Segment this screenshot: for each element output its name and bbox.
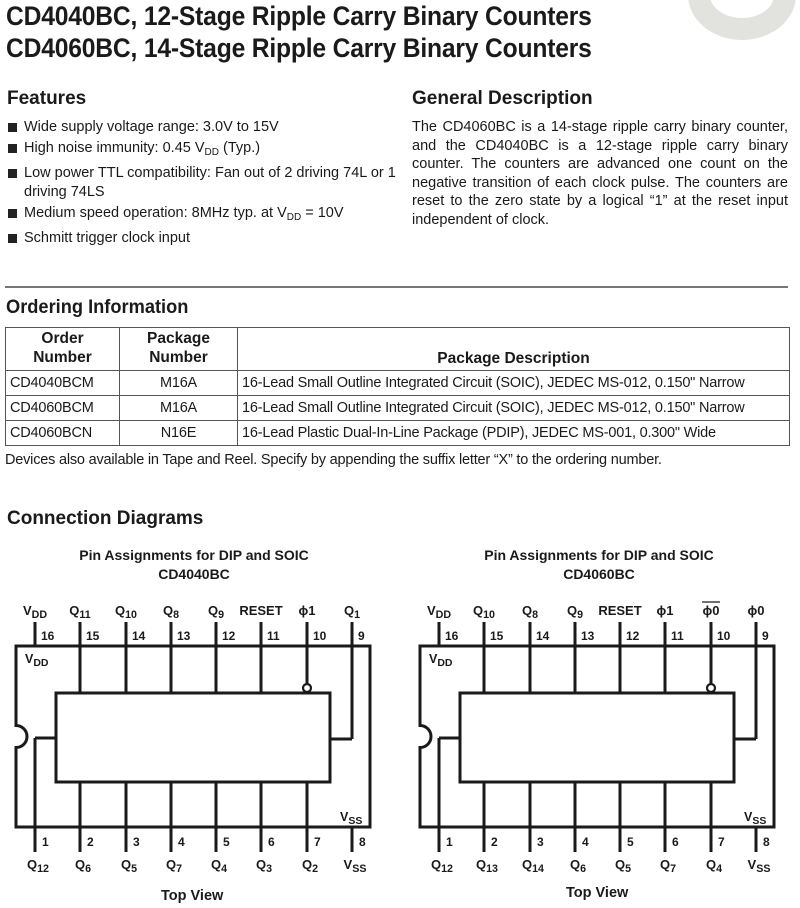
pin-label: $Q_9$ <box>566 603 584 621</box>
table-row <box>6 371 790 396</box>
pin-number: 15 <box>490 629 504 643</box>
pin-label: $Q_{11}$ <box>69 603 91 621</box>
pin-label: $V_{DD}$ <box>426 603 452 621</box>
pin-number: 3 <box>133 835 140 849</box>
logo-watermark <box>688 0 796 40</box>
page-title-line1: CD4040BC, 12-Stage Ripple Carry Binary Counters <box>6 1 592 31</box>
pin-number: 6 <box>268 835 275 849</box>
pin-label: ϕ1 <box>656 603 674 618</box>
pin-label: RESET <box>598 603 642 618</box>
square-bullet-icon <box>8 209 17 218</box>
pin-number: 8 <box>359 835 366 849</box>
pin-number: 13 <box>581 629 595 643</box>
inner-vss-label: $V_{SS}$ <box>340 810 363 827</box>
package-description-cell: 16-Lead Plastic Dual-In-Line Package (PDIP), JEDEC MS-001, 0.300" Wide <box>238 421 790 446</box>
package-number-cell: N16E <box>120 421 238 446</box>
pin-label: $Q_{12}$ <box>431 857 453 875</box>
col-order-number: Order Number <box>6 328 120 371</box>
package-number-cell: M16A <box>120 396 238 421</box>
diagram-title-cd4040: Pin Assignments for DIP and SOIC CD4040BC <box>79 547 309 582</box>
diagram-title-cd4060: Pin Assignments for DIP and SOIC CD4060BC <box>484 547 714 582</box>
inner-vdd-label: $V_{DD}$ <box>25 652 49 669</box>
square-bullet-icon <box>8 123 17 132</box>
pin-number: 12 <box>626 629 640 643</box>
pinout-diagram-cd4060 <box>404 595 800 880</box>
pin-label: $Q_7$ <box>659 857 677 875</box>
pin-label: $Q_7$ <box>165 857 183 875</box>
pin-label: $Q_{14}$ <box>522 857 544 875</box>
pin-label: $Q_{10}$ <box>115 603 137 621</box>
chip-body <box>56 693 330 782</box>
col-package-number: Package Number <box>120 328 238 371</box>
feature-item: High noise immunity: 0.45 $V_{DD}$ (Typ.) <box>8 139 398 162</box>
pin-number: 7 <box>314 835 321 849</box>
pin-label: $Q_2$ <box>301 857 319 875</box>
pin-label: $Q_1$ <box>343 603 361 621</box>
feature-item: Wide supply voltage range: 3.0V to 15V <box>8 118 398 137</box>
square-bullet-icon <box>8 169 17 178</box>
package-number-cell: M16A <box>120 371 238 396</box>
pin-number: 16 <box>445 629 459 643</box>
pin-number: 1 <box>446 835 453 849</box>
pinout-diagram-cd4040 <box>0 595 400 880</box>
pin-number: 3 <box>537 835 544 849</box>
pin-label: ϕ0 <box>747 603 765 618</box>
table-row <box>6 396 790 421</box>
square-bullet-icon <box>8 144 17 153</box>
pin-number: 2 <box>87 835 94 849</box>
pin-number: 11 <box>671 629 684 643</box>
order-number-cell: CD4060BCM <box>6 396 120 421</box>
feature-item: Medium speed operation: 8MHz typ. at $V_{DD} = 10V$ <box>8 204 398 227</box>
section-divider <box>5 286 788 288</box>
pin-number: 12 <box>222 629 236 643</box>
pin-number: 9 <box>762 629 769 643</box>
pin-label: RESET <box>239 603 283 618</box>
feature-item: Low power TTL compatibility: Fan out of 2 driving 74L or 1 driving 74LS <box>8 164 398 202</box>
pin-number: 5 <box>223 835 230 849</box>
features-list <box>8 118 398 250</box>
top-view-caption-cd4060: Top View <box>566 885 629 901</box>
chip-body <box>460 693 734 782</box>
package-description-cell: 16-Lead Small Outline Integrated Circuit (SOIC), JEDEC MS-012, 0.150" Narrow <box>238 396 790 421</box>
pin-label: $Q_8$ <box>521 603 539 621</box>
pin-number: 9 <box>358 629 365 643</box>
pin-number: 1 <box>42 835 49 849</box>
pin-label: $V_{SS}$ <box>747 857 771 875</box>
pin-number: 4 <box>178 835 185 849</box>
inner-vdd-label: $V_{DD}$ <box>429 652 453 669</box>
page-title-line2: CD4060BC, 14-Stage Ripple Carry Binary Counters <box>6 33 592 63</box>
pin-label: $Q_3$ <box>255 857 273 875</box>
pin-label: $Q_6$ <box>569 857 587 875</box>
features-heading: Features <box>7 88 87 109</box>
pin-label: $Q_{13}$ <box>476 857 498 875</box>
pin-label: ϕ0 <box>702 603 720 618</box>
pin-number: 8 <box>763 835 770 849</box>
pin-label: $Q_4$ <box>705 857 723 875</box>
pin-number: 16 <box>41 629 55 643</box>
pin-number: 11 <box>267 629 280 643</box>
pin-number: 13 <box>177 629 191 643</box>
table-row <box>6 421 790 446</box>
order-number-cell: CD4060BCN <box>6 421 120 446</box>
pin-label: $Q_5$ <box>120 857 138 875</box>
pin-number: 14 <box>536 629 550 643</box>
pin-label: $V_{DD}$ <box>22 603 48 621</box>
pin-label: $Q_4$ <box>210 857 228 875</box>
pin-label: $V_{SS}$ <box>343 857 367 875</box>
pin-number: 4 <box>582 835 589 849</box>
table-header-row <box>6 328 790 371</box>
pin-label: $Q_6$ <box>74 857 92 875</box>
pin-number: 6 <box>672 835 679 849</box>
inversion-bubble-icon <box>303 684 311 692</box>
square-bullet-icon <box>8 234 17 243</box>
pin-label: ϕ1 <box>298 603 316 618</box>
ordering-note: Devices also available in Tape and Reel. Specify by appending the suffix letter “X” to the ordering number. <box>5 452 662 468</box>
ordering-heading: Ordering Information <box>6 297 189 318</box>
pin-number: 15 <box>86 629 100 643</box>
order-number-cell: CD4040BCM <box>6 371 120 396</box>
pin-label: $Q_9$ <box>207 603 225 621</box>
pin-label: $Q_8$ <box>162 603 180 621</box>
inner-vss-label: $V_{SS}$ <box>744 810 767 827</box>
general-description-text: The CD4060BC is a 14-stage ripple carry binary counter, and the CD4040BC is a 12-stage ripple carry binary counter. The counters are advanced one count on the negative transition of each clock pulse. The counters are reset to the zero state by a logical “1” at the reset input independent of clock. <box>412 119 788 228</box>
general-description-heading: General Description <box>412 88 593 109</box>
connection-diagrams-heading: Connection Diagrams <box>7 508 204 529</box>
pin-number: 10 <box>717 629 731 643</box>
pin-number: 5 <box>627 835 634 849</box>
pin-label: $Q_{10}$ <box>473 603 495 621</box>
pin-number: 14 <box>132 629 146 643</box>
ordering-table <box>5 327 790 446</box>
inversion-bubble-icon <box>707 684 715 692</box>
top-view-caption-cd4040: Top View <box>161 888 224 904</box>
col-package-description: Package Description <box>238 328 790 371</box>
pin-label: $Q_5$ <box>614 857 632 875</box>
package-description-cell: 16-Lead Small Outline Integrated Circuit (SOIC), JEDEC MS-012, 0.150" Narrow <box>238 371 790 396</box>
pin-label: $Q_{12}$ <box>27 857 49 875</box>
pin-number: 2 <box>491 835 498 849</box>
pin-number: 10 <box>313 629 327 643</box>
pin-number: 7 <box>718 835 725 849</box>
feature-item: Schmitt trigger clock input <box>8 229 398 248</box>
